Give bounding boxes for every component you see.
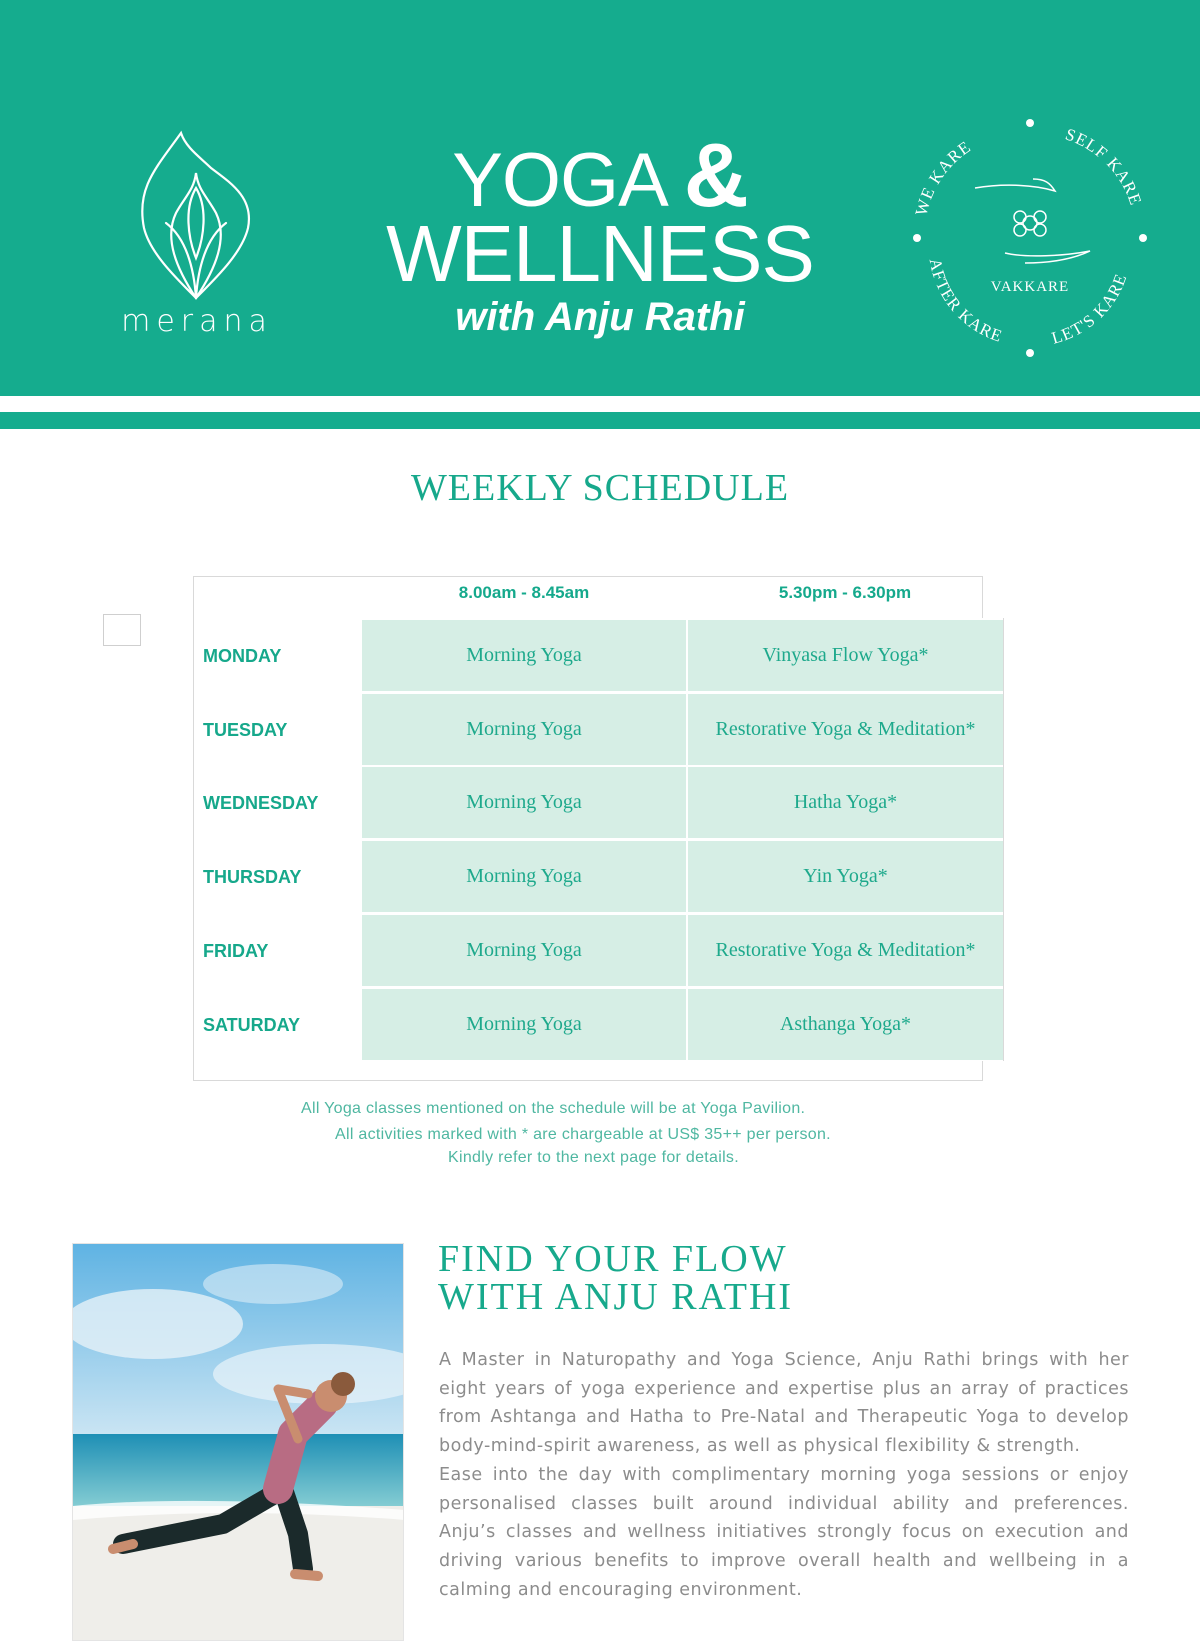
- title-line-1: [360, 126, 840, 226]
- cell-wednesday-evening: Hatha Yoga*: [688, 767, 1003, 838]
- day-label-friday: FRIDAY: [203, 941, 269, 961]
- bio-title-line-1: FIND YOUR FLOW: [438, 1238, 788, 1280]
- bio-title: [438, 1240, 1138, 1316]
- seal-top-left-text: WE KARE: [911, 136, 975, 218]
- cell-saturday-morning: Morning Yoga: [362, 989, 686, 1060]
- table-border: [982, 1061, 983, 1081]
- cell-wednesday-morning: Morning Yoga: [362, 767, 686, 838]
- bio-paragraph: Ease into the day with complimentary morning yoga sessions or enjoy personalised classes built around individual ability and preferences. Anju’s classes and wellness initiatives strongly focus on execution and driving various benefits to improve overall health and wellbeing in a calming and encouraging environment.: [439, 1464, 1129, 1600]
- seal-top-right-text: SELF KARE: [1062, 124, 1146, 209]
- merana-logo: [112, 128, 282, 348]
- day-label-wednesday: WEDNESDAY: [203, 793, 319, 813]
- day-label-saturday: SATURDAY: [203, 1015, 301, 1035]
- vakkare-seal: [905, 113, 1155, 363]
- cell-monday-morning: Morning Yoga: [362, 620, 686, 691]
- cell-thursday-morning: Morning Yoga: [362, 841, 686, 912]
- cell-friday-morning: Morning Yoga: [362, 915, 686, 986]
- page-title: [360, 126, 840, 341]
- cell-tuesday-evening: Restorative Yoga & Meditation*: [688, 694, 1003, 765]
- yoga-photo: [72, 1243, 404, 1641]
- title-word-yoga: YOGA: [452, 138, 664, 223]
- cell-thursday-evening: Yin Yoga*: [688, 841, 1003, 912]
- title-subtitle: with Anju Rathi: [455, 295, 745, 339]
- seal-bottom-right-text: LET'S KARE: [1049, 270, 1131, 348]
- header-banner: [0, 0, 1200, 396]
- table-border: [1003, 618, 1004, 1061]
- note-location: All Yoga classes mentioned on the schedule will be at Yoga Pavilion.: [301, 1100, 806, 1117]
- column-header-evening: 5.30pm - 6.30pm: [778, 583, 912, 602]
- day-label-thursday: THURSDAY: [203, 867, 302, 887]
- cell-monday-evening: Vinyasa Flow Yoga*: [688, 620, 1003, 691]
- empty-box: [103, 614, 141, 646]
- schedule-title: WEEKLY SCHEDULE: [410, 467, 790, 509]
- column-header-morning: 8.00am - 8.45am: [458, 583, 590, 602]
- bio-text: [439, 1346, 1129, 1604]
- cell-tuesday-morning: Morning Yoga: [362, 694, 686, 765]
- title-word-wellness: WELLNESS: [386, 209, 814, 298]
- cell-saturday-evening: Asthanga Yoga*: [688, 989, 1003, 1060]
- seal-bottom-left-text: AFTER KARE: [925, 256, 1006, 346]
- note-charges: All activities marked with * are chargeable at US$ 35++ per person.: [335, 1126, 831, 1143]
- header-stripe: [0, 412, 1200, 429]
- brand-name: merana: [121, 304, 273, 339]
- day-label-monday: MONDAY: [203, 646, 282, 666]
- bio-title-line-2: WITH ANJU RATHI: [438, 1276, 794, 1318]
- bio-paragraph: A Master in Naturopathy and Yoga Science, Anju Rathi brings with her eight years of yoga experience and expertise plus an array of practices from Ashtanga and Hatha to Pre-Natal and Therapeutic Yoga to develop body-mind-spirit awareness, as well as physical flexibility & strength.: [439, 1350, 1129, 1457]
- lotus-icon: [136, 128, 256, 308]
- day-label-tuesday: TUESDAY: [203, 720, 288, 740]
- seal-center-text: VAKKARE: [990, 279, 1070, 295]
- title-ampersand: &: [683, 126, 748, 226]
- cell-friday-evening: Restorative Yoga & Meditation*: [688, 915, 1003, 986]
- hands-icon: [975, 179, 1090, 263]
- note-refer: Kindly refer to the next page for details.: [448, 1149, 739, 1166]
